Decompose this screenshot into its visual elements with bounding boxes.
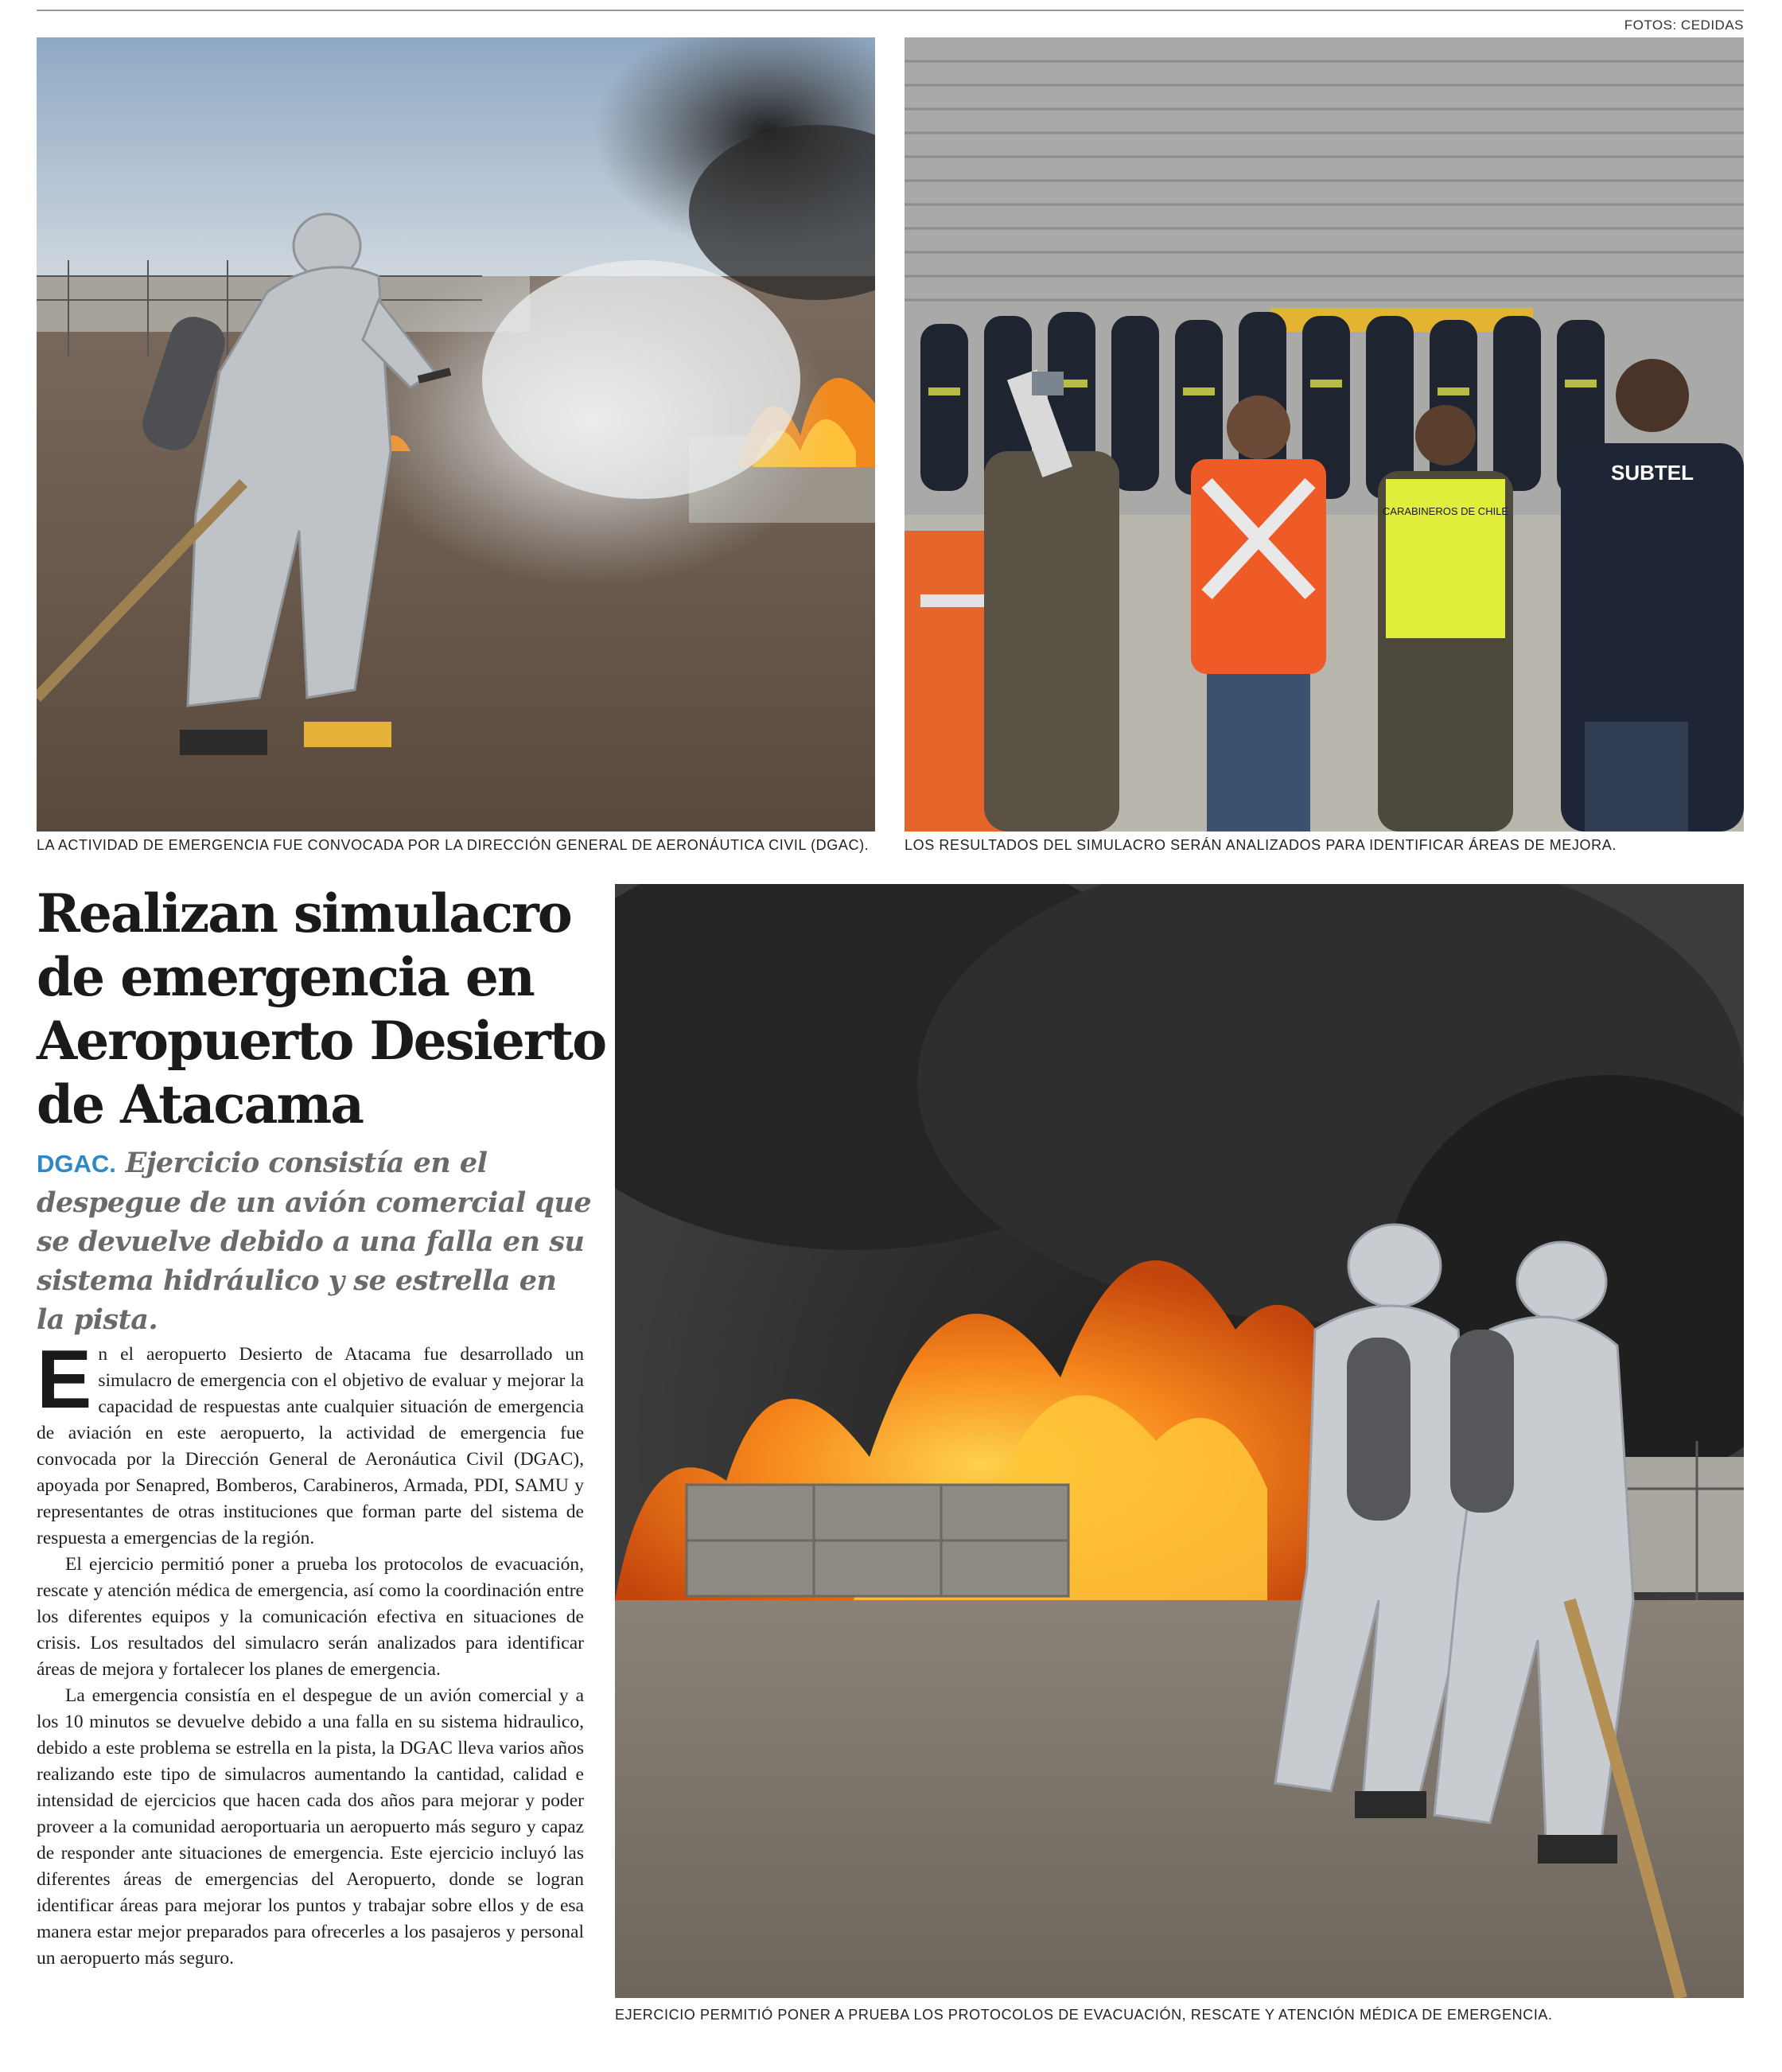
photo-firefighters-extinguishing bbox=[37, 37, 875, 832]
caption-top-left: LA ACTIVIDAD DE EMERGENCIA FUE CONVOCADA POR LA DIRECCIÓN GENERAL DE AERONÁUTICA CIVIL (DGAC). bbox=[37, 837, 870, 853]
paragraph-2: El ejercicio permitió poner a prueba los protocolos de evacuación, rescate y atención médica de emergencia, así como la coordinación entre los diferentes equipos y la comunicación efectiva en situaciones de crisis. Los resultados del simulacro serán analizados para identificar áreas de mejora y fortalecer los planes de emergencia. bbox=[37, 1554, 584, 1680]
headline-line: de emergencia en bbox=[37, 946, 534, 1008]
headline-line: Realizan simulacro bbox=[37, 882, 571, 944]
article-deck bbox=[37, 1143, 593, 1339]
headline-line: Aeropuerto Desierto bbox=[37, 1010, 606, 1072]
deck-text: Ejercicio consistía en el despegue de un avión comercial que se devuelve debido a una falla en su sistema hidráulico y se estrella en la pista. bbox=[37, 1147, 592, 1336]
headline-line: de Atacama bbox=[37, 1073, 363, 1135]
deck-tag: DGAC. bbox=[37, 1150, 116, 1178]
drop-cap: E bbox=[37, 1334, 92, 1426]
vest-text-carabineros: CARABINEROS DE CHILE bbox=[1382, 505, 1509, 517]
photo-fire-rescue bbox=[615, 884, 1744, 1998]
photo-hangar-briefing bbox=[905, 37, 1744, 832]
article-body bbox=[37, 1334, 584, 1972]
jacket-text-subtel: SUBTEL bbox=[1611, 461, 1694, 485]
paragraph-1 bbox=[37, 1334, 584, 1552]
article-headline bbox=[37, 882, 606, 1136]
paragraph-3: La emergencia consistía en el despegue de un avión comercial y a los 10 minutos se devuelve debido a una falla en su sistema hidraulico, debido a este problema se estrella en la pista, la DGAC lleva varios años realizando este tipo de simulacros aumentando la cantidad, calidad e intensidad de ejercicios que hacen cada dos años para mejorar y poder proveer a la comunidad aeroportuaria un aeropuerto más seguro y capaz de responder ante situaciones de emergencia. Este ejercicio incluyó las diferentes áreas de emergencias del Aeropuerto, donde se logran identificar áreas para mejorar los puntos y trabajar sobre ellos y de esa manera estar mejor preparados para ofrecerles a los pasajeros y personal un aeropuerto más seguro. bbox=[37, 1685, 584, 1969]
paragraph-text: n el aeropuerto Desierto de Atacama fue desarrollado un simulacro de emergencia con el objetivo de evaluar y mejorar la capacidad de respuestas ante cualquier situación de emergencia de aviación en este aeropuerto, la actividad de emergencia fue convocada por la Dirección General de Aeronáutica Civil (DGAC), apoyada por Senapred, Bomberos, Carabineros, Armada, PDI, SAMU y representantes de otras instituciones que forman parte del sistema de respuesta a emergencias de la región. bbox=[37, 1344, 584, 1548]
photo-credit: FOTOS: CEDIDAS bbox=[1624, 18, 1744, 33]
caption-bottom: EJERCICIO PERMITIÓ PONER A PRUEBA LOS PROTOCOLOS DE EVACUACIÓN, RESCATE Y ATENCIÓN MÉDICA DE EMERGENCIA. bbox=[615, 2007, 1553, 2023]
caption-top-right: LOS RESULTADOS DEL SIMULACRO SERÁN ANALIZADOS PARA IDENTIFICAR ÁREAS DE MEJORA. bbox=[905, 837, 1617, 853]
top-rule bbox=[37, 10, 1744, 11]
